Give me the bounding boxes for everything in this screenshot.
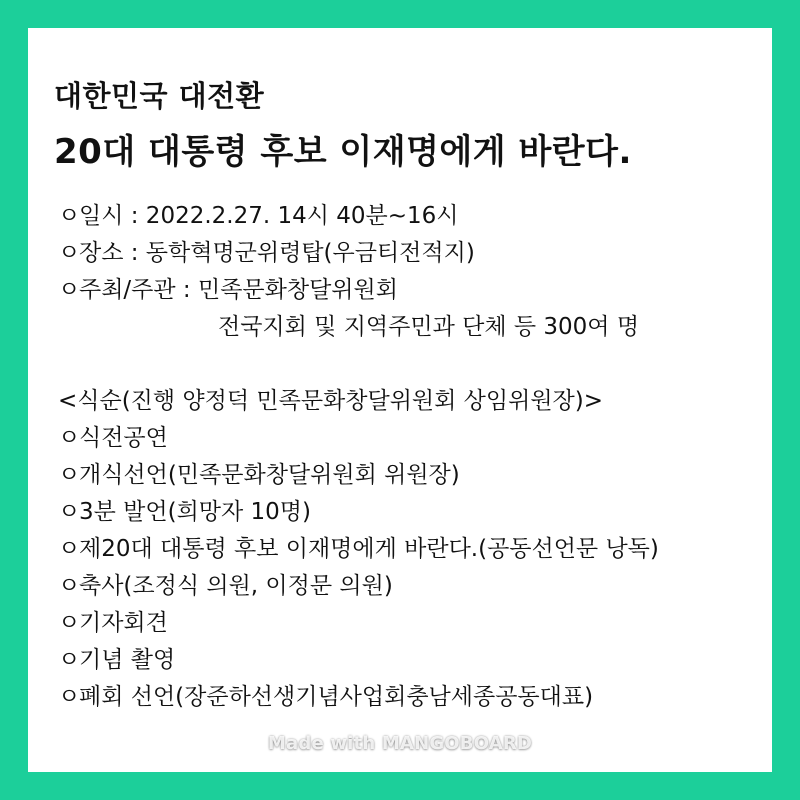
bullet-marker: ㅇ: [58, 203, 81, 229]
program-item: [58, 420, 758, 457]
detail-place-text: 장소 : 동학혁명군위령탑(우금티전적지): [79, 240, 475, 266]
bullet-marker: ㅇ: [58, 240, 81, 266]
program-item: [58, 568, 758, 605]
program-item-text: 축사(조정식 의원, 이정문 의원): [79, 573, 393, 599]
program-title: <식순(진행 양정덕 민족문화창달위원회 상임위원장)>: [58, 388, 604, 414]
bullet-marker: ㅇ: [58, 277, 81, 303]
detail-host: [58, 272, 758, 309]
bullet-marker: ㅇ: [58, 647, 81, 673]
program-item: [58, 531, 758, 568]
bullet-marker: ㅇ: [58, 425, 81, 451]
program-item-text: 기념 촬영: [79, 647, 176, 673]
watermark-text: Made with MANGOBOARD: [267, 733, 533, 754]
detail-date: [58, 198, 758, 235]
program-item: [58, 605, 758, 642]
program-item-text: 식전공연: [79, 425, 168, 451]
program-item-text: 제20대 대통령 후보 이재명에게 바란다.(공동선언문 낭독): [79, 536, 659, 562]
detail-host-text: 주최/주관 : 민족문화창달위원회: [79, 277, 398, 303]
detail-place: [58, 235, 758, 272]
spacer: [58, 346, 758, 383]
headline-line-2: 20대 대통령 후보 이재명에게 바란다.: [54, 132, 632, 172]
bullet-marker: ㅇ: [58, 536, 81, 562]
bullet-marker: ㅇ: [58, 462, 81, 488]
program-item-text: 3분 발언(희망자 10명): [79, 499, 311, 525]
program-item-text: 기자회견: [79, 610, 168, 636]
bullet-marker: ㅇ: [58, 573, 81, 599]
bullet-marker: ㅇ: [58, 610, 81, 636]
program-item-text: 폐회 선언(장준하선생기념사업회충남세종공동대표): [79, 684, 594, 710]
detail-host-continued: 전국지회 및 지역주민과 단체 등 300여 명: [218, 314, 640, 340]
program-item: [58, 494, 758, 531]
program-item: [58, 642, 758, 679]
headline-line-1: 대한민국 대전환: [54, 79, 265, 113]
program-item: [58, 457, 758, 494]
program-item: [58, 679, 758, 716]
program-item-text: 개식선언(민족문화창달위원회 위원장): [79, 462, 460, 488]
event-details: [58, 198, 758, 716]
bullet-marker: ㅇ: [58, 684, 81, 710]
detail-date-text: 일시 : 2022.2.27. 14시 40분~16시: [79, 203, 459, 229]
bullet-marker: ㅇ: [58, 499, 81, 525]
